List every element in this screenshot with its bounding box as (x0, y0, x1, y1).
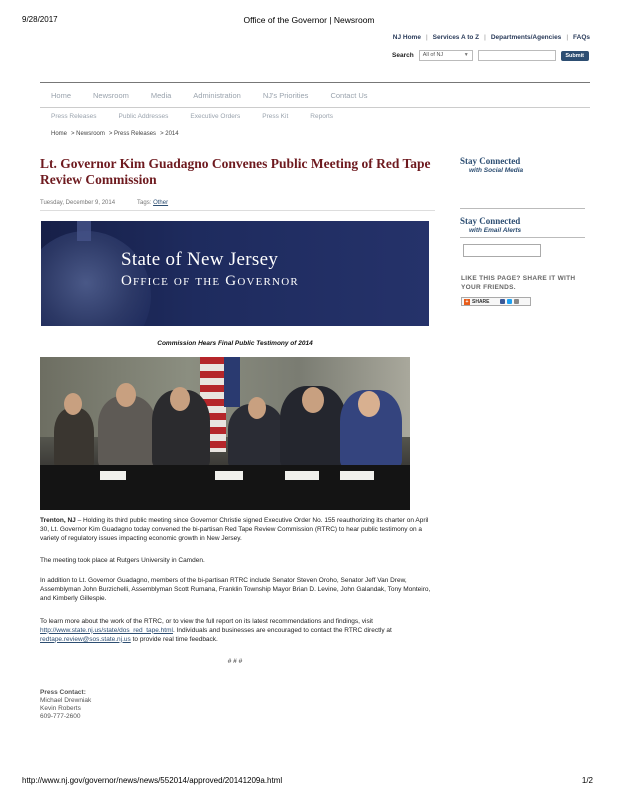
utility-link-nj-home[interactable]: NJ Home (392, 34, 421, 41)
subnav-press-kit[interactable]: Press Kit (262, 113, 289, 120)
email-heading: Stay Connected (460, 216, 521, 226)
photo-caption: Commission Hears Final Public Testimony of 2014 (157, 340, 313, 347)
email-alert-input[interactable] (463, 244, 541, 257)
meta-divider (40, 210, 435, 211)
dateline: Trenton, NJ (40, 517, 76, 524)
main-nav (40, 86, 590, 105)
photo-flag (224, 357, 240, 407)
search-scope-select[interactable] (419, 50, 473, 61)
commission-photo (40, 357, 410, 510)
press-contact-phone: 609-777-2600 (40, 713, 81, 720)
utility-link-departments[interactable]: Departments/Agencies (490, 34, 562, 41)
search-input[interactable] (478, 50, 556, 61)
subnav-press-releases[interactable]: Press Releases (51, 113, 97, 120)
facebook-icon (500, 299, 505, 304)
print-date: 9/28/2017 (22, 15, 58, 24)
share-button[interactable] (461, 297, 531, 306)
end-mark: # # # (227, 658, 243, 665)
social-heading: Stay Connected (460, 156, 521, 166)
capitol-dome-graphic (77, 221, 91, 241)
breadcrumb-home[interactable]: Home (51, 131, 68, 137)
subnav-divider (40, 107, 590, 108)
email-subheading: with Email Alerts (469, 227, 522, 234)
plus-icon: + (465, 298, 469, 305)
photo-person (358, 391, 380, 417)
article-paragraph: The meeting took place at Rutgers University in Camden. (40, 557, 205, 564)
nav-priorities[interactable]: NJ's Priorities (262, 91, 309, 100)
photo-nameplate (340, 471, 374, 480)
photo-person (116, 383, 136, 407)
paragraph-text: . Individuals and businesses are encouraged to contact the RTRC directly at (172, 626, 392, 634)
share-prompt: LIKE THIS PAGE? SHARE IT WITH YOUR FRIENDS. (461, 275, 576, 291)
paragraph-text: To learn more about the work of the RTRC, or to view the full report on its latest recommendations and findings, visit (40, 618, 373, 625)
social-subheading: with Social Media (469, 167, 524, 174)
sidebar-divider (460, 208, 585, 209)
photo-person (64, 393, 82, 415)
search-bar (392, 50, 589, 61)
breadcrumb (51, 131, 179, 137)
search-submit-button[interactable]: Submit (561, 51, 589, 61)
nav-divider (40, 82, 590, 83)
article-tags (137, 200, 168, 206)
subnav-public-addresses[interactable]: Public Addresses (118, 113, 169, 120)
utility-nav (393, 34, 590, 41)
photo-person (302, 387, 324, 413)
nav-contact-us[interactable]: Contact Us (330, 91, 368, 100)
photo-nameplate (285, 471, 319, 480)
breadcrumb-press-releases[interactable]: > Press Releases (108, 131, 157, 137)
tag-link[interactable]: Other (153, 200, 169, 206)
banner-title: State of New Jersey (121, 249, 279, 270)
nav-administration[interactable]: Administration (193, 91, 241, 100)
rtrc-report-link[interactable]: http://www.state.nj.us/state/dos_red_tape.html (40, 626, 173, 634)
nav-media[interactable]: Media (150, 91, 172, 100)
utility-link-faqs[interactable]: FAQs (573, 34, 590, 41)
nav-newsroom[interactable]: Newsroom (93, 91, 129, 100)
print-url: http://www.nj.gov/governor/news/news/552014/approved/20141209a.html (22, 776, 283, 785)
article-paragraph: In addition to Lt. Governor Guadagno, members of the bi-partisan RTRC include Senator Steven Oroho, Senator Jeff Van Drew, Assemblyman John Burzichelli, Assemblyman Scott Rumana, Franklin Township Mayor Brian D. Levine, John Galandak, Tony Monteiro, and Kimberly Gillespie. (40, 577, 431, 602)
separator: | (566, 34, 569, 41)
chevron-down-icon: ▼ (463, 52, 469, 58)
photo-nameplate (215, 471, 243, 480)
press-contact-name: Kevin Roberts (40, 705, 81, 712)
article-date: Tuesday, December 9, 2014 (40, 200, 116, 206)
breadcrumb-newsroom[interactable]: > Newsroom (71, 131, 105, 137)
press-contact-label: Press Contact: (40, 689, 86, 696)
subnav-reports[interactable]: Reports (310, 113, 334, 120)
separator: | (425, 34, 428, 41)
rtrc-email-link[interactable]: redtape.review@sos.state.nj.us (40, 635, 131, 643)
share-label: SHARE (472, 298, 490, 305)
nav-home[interactable]: Home (51, 91, 72, 100)
article-meta (40, 200, 168, 206)
search-scope-value: All of NJ (422, 52, 444, 58)
article-paragraph (40, 517, 432, 543)
photo-person (54, 408, 94, 468)
print-page-number: 1/2 (581, 776, 593, 785)
photo-nameplate (100, 471, 126, 480)
article-paragraph (40, 618, 432, 644)
office-banner (41, 221, 429, 326)
paragraph-text: – Holding its third public meeting since Governor Christie signed Executive Order No. 155 reauthorizing its charter on April 30, Lt. Governor Kim Guadagno today convened the bi-partisan Red Tape Review Commission (RTRC) to hear public testimony on a variety of regulatory issues impacting economic growth in New Jersey. (40, 517, 429, 542)
photo-person (170, 387, 190, 411)
print-page-title: Office of the Governor | Newsroom (243, 15, 375, 25)
paragraph-text: to provide real time feedback. (130, 635, 218, 643)
subnav-executive-orders[interactable]: Executive Orders (190, 113, 241, 120)
search-label: Search (392, 52, 414, 59)
banner-subtitle: Office of the Governor (121, 273, 299, 289)
tags-label: Tags: (137, 200, 152, 206)
separator: | (484, 34, 486, 41)
email-icon (514, 299, 519, 304)
utility-link-services[interactable]: Services A to Z (432, 34, 480, 41)
photo-person (248, 397, 266, 419)
breadcrumb-year[interactable]: > 2014 (160, 131, 179, 137)
press-contact-name: Michael Drewniak (40, 697, 92, 704)
sub-nav (40, 113, 344, 120)
sidebar-divider (460, 237, 585, 238)
twitter-icon (507, 299, 512, 304)
page-title: Lt. Governor Kim Guadagno Convenes Public Meeting of Red Tape Review Commission (40, 156, 431, 187)
